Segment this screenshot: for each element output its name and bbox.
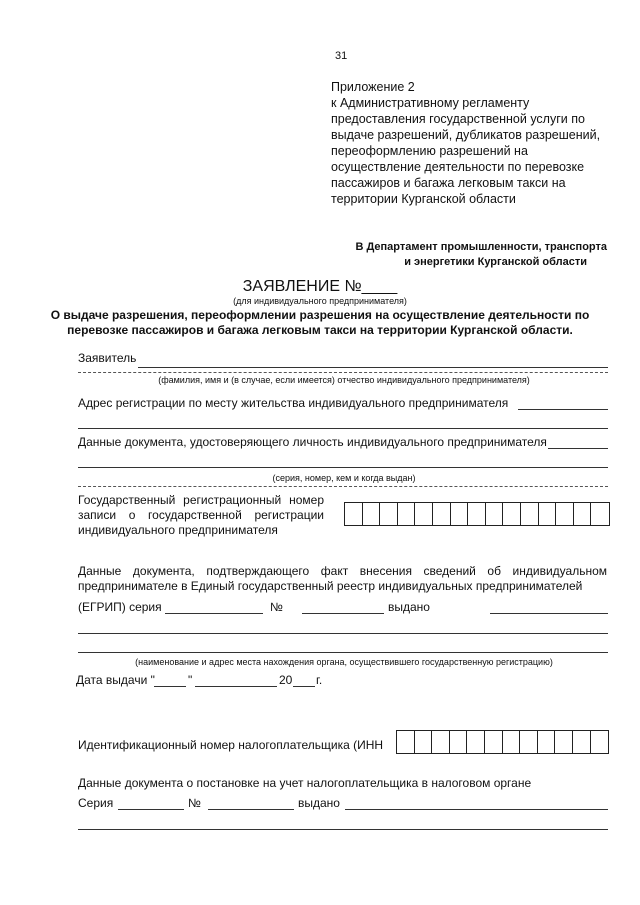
- address-field-line-2[interactable]: [78, 428, 608, 429]
- inn-cell[interactable]: [573, 731, 591, 753]
- appendix-line: переоформлению разрешений на: [331, 144, 528, 158]
- inn-label: Идентификационный номер налогоплательщика (ИНН: [78, 738, 384, 752]
- inn-cell[interactable]: [538, 731, 556, 753]
- appendix-line: к Административному регламенту: [331, 96, 530, 110]
- reg-number-cell[interactable]: [433, 503, 451, 525]
- applicant-field[interactable]: [138, 367, 608, 368]
- identity-label: Данные документа, удостоверяющего личность индивидуального предпринимателя: [78, 435, 547, 449]
- reg-number-cell[interactable]: [363, 503, 381, 525]
- reg-number-cell[interactable]: [415, 503, 433, 525]
- form-title: ЗАЯВЛЕНИЕ №____: [242, 278, 398, 295]
- reg-number-cell[interactable]: [380, 503, 398, 525]
- reg-number-cell[interactable]: [556, 503, 574, 525]
- identity-hint: (серия, номер, кем и когда выдан): [272, 473, 416, 483]
- appendix-line: территории Курганской области: [331, 192, 516, 206]
- tax-series-field[interactable]: [118, 809, 184, 810]
- egrip-series-label: (ЕГРИП) серия: [78, 600, 162, 614]
- reg-number-cell[interactable]: [451, 503, 469, 525]
- tax-number-label: №: [188, 796, 201, 810]
- appendix-line: осуществление деятельности по перевозке: [331, 160, 585, 174]
- egrip-series-field[interactable]: [165, 613, 263, 614]
- tax-doc-label: Данные документа о постановке на учет налогоплательщика в налоговом органе: [78, 776, 532, 790]
- issue-date-quote: ": [188, 673, 193, 687]
- reg-number-cell[interactable]: [503, 503, 521, 525]
- appendix-line: Приложение 2: [331, 80, 415, 94]
- inn-boxes[interactable]: [396, 730, 609, 754]
- issue-day-field[interactable]: [154, 686, 186, 687]
- inn-cell[interactable]: [555, 731, 573, 753]
- tax-number-field[interactable]: [208, 809, 294, 810]
- page-number: 31: [335, 50, 348, 62]
- tax-series-label: Серия: [78, 796, 114, 810]
- tax-issued-field[interactable]: [345, 809, 608, 810]
- applicant-label: Заявитель: [78, 351, 137, 365]
- inn-cell[interactable]: [397, 731, 415, 753]
- egrip-label-1: Данные документа, подтверждающего факт внесения сведений об индивидуальном: [78, 564, 607, 578]
- identity-divider: [78, 486, 608, 487]
- inn-cell[interactable]: [485, 731, 503, 753]
- identity-field[interactable]: [548, 448, 608, 449]
- applicant-field-underline: [78, 372, 608, 373]
- issue-year-field[interactable]: [293, 686, 315, 687]
- issue-year-prefix: 20: [279, 673, 293, 687]
- inn-cell[interactable]: [432, 731, 450, 753]
- inn-cell[interactable]: [520, 731, 538, 753]
- purpose-line-2: перевозке пассажиров и багажа легковым такси на территории Курганской области.: [67, 323, 573, 337]
- reg-number-cell[interactable]: [486, 503, 504, 525]
- issue-month-field[interactable]: [195, 686, 277, 687]
- reg-number-label-2: записи о государственной регистрации: [78, 508, 324, 522]
- inn-cell[interactable]: [591, 731, 609, 753]
- reg-number-boxes[interactable]: [344, 502, 610, 526]
- inn-cell[interactable]: [467, 731, 485, 753]
- identity-field-line-2[interactable]: [78, 467, 608, 468]
- issue-year-suffix: г.: [316, 673, 323, 687]
- address-field[interactable]: [518, 409, 608, 410]
- address-label: Адрес регистрации по месту жительства индивидуального предпринимателя: [78, 396, 509, 410]
- appendix-line: выдаче разрешений, дубликатов разрешений,: [331, 128, 601, 142]
- egrip-number-label: №: [270, 600, 283, 614]
- egrip-label-2: предпринимателе в Единый государственный реестр индивидуальных предпринимателей: [78, 579, 583, 593]
- reg-number-label-1: Государственный регистрационный номер: [78, 493, 324, 507]
- appendix-block: [331, 79, 621, 207]
- inn-cell[interactable]: [450, 731, 468, 753]
- purpose-line-1: О выдаче разрешения, переоформлении разрешения на осуществление деятельности по: [50, 308, 590, 322]
- appendix-line: предоставления государственной услуги по: [331, 112, 585, 126]
- reg-number-cell[interactable]: [591, 503, 609, 525]
- tax-issued-field-line-2[interactable]: [78, 829, 608, 830]
- form-subtitle: (для индивидуального предпринимателя): [233, 296, 407, 306]
- egrip-issued-field[interactable]: [490, 613, 608, 614]
- tax-issued-label: выдано: [298, 796, 340, 810]
- issue-date-prefix: Дата выдачи ": [76, 673, 155, 687]
- egrip-issued-label: выдано: [388, 600, 430, 614]
- inn-cell[interactable]: [415, 731, 433, 753]
- reg-number-cell[interactable]: [521, 503, 539, 525]
- egrip-issued-field-line-3[interactable]: [78, 652, 608, 653]
- reg-number-label-3: индивидуального предпринимателя: [78, 523, 278, 537]
- inn-cell[interactable]: [503, 731, 521, 753]
- egrip-number-field[interactable]: [302, 613, 384, 614]
- authority-hint: (наименование и адрес места нахождения органа, осуществившего государственную регистрацию): [135, 657, 553, 667]
- reg-number-cell[interactable]: [468, 503, 486, 525]
- egrip-issued-field-line-2[interactable]: [78, 633, 608, 634]
- reg-number-cell[interactable]: [574, 503, 592, 525]
- appendix-line: пассажиров и багажа легковым такси на: [331, 176, 566, 190]
- reg-number-cell[interactable]: [398, 503, 416, 525]
- addressee-line-1: В Департамент промышленности, транспорта: [355, 241, 607, 253]
- reg-number-cell[interactable]: [345, 503, 363, 525]
- addressee-line-2: и энергетики Курганской области: [404, 256, 587, 268]
- reg-number-cell[interactable]: [539, 503, 557, 525]
- applicant-hint: (фамилия, имя и (в случае, если имеется) отчество индивидуального предпринимателя): [158, 375, 530, 385]
